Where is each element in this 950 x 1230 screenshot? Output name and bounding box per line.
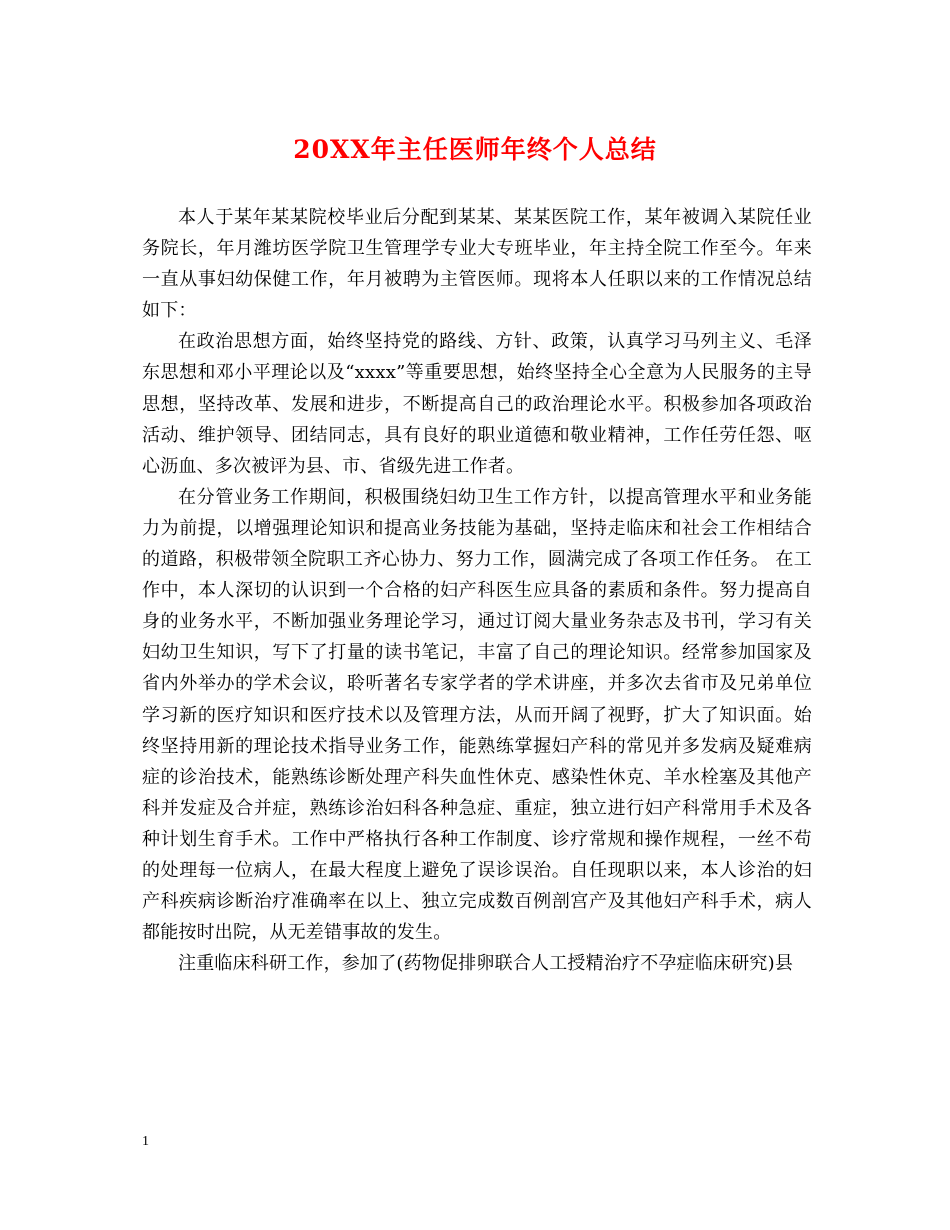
document-body [142,202,812,979]
paragraph-intro: 本人于某年某某院校毕业后分配到某某、某某医院工作，某年被调入某院任业务院长，年月潍坊医学院卫生管理学专业大专班毕业，年主持全院工作至今。年来一直从事妇幼保健工作，年月被聘为主管医师。现将本人任职以来的工作情况总结如下： [142,207,812,322]
paragraph-business-work: 在分管业务工作期间，积极围绕妇幼卫生工作方针，以提高管理水平和业务能力为前提，以增强理论知识和提高业务技能为基础，坚持走临床和社会工作相结合的道路，积极带领全院职工齐心协力、努力工作，圆满完成了各项工作任务。 在工作中，本人深切的认识到一个合格的妇产科医生应具备的素质和条件。努力提高自身的业务水平，不断加强业务理论学习，通过订阅大量业务杂志及书刊，学习有关妇幼卫生知识，写下了打量的读书笔记，丰富了自己的理论知识。经常参加国家及省内外举办的学术会议，聆听著名专家学者的学术讲座，并多次去省市及兄弟单位学习新的医疗知识和医疗技术以及管理方法，从而开阔了视野，扩大了知识面。始终坚持用新的理论技术指导业务工作，能熟练掌握妇产科的常见并多发病及疑难病症的诊治技术，能熟练诊断处理产科失血性休克、感染性休克、羊水栓塞及其他产科并发症及合并症，熟练诊治妇科各种急症、重症，独立进行妇产科常用手术及各种计划生育手术。工作中严格执行各种工作制度、诊疗常规和操作规程，一丝不苟的处理每一位病人，在最大程度上避免了误诊误治。自任现职以来，本人诊治的妇产科疾病诊断治疗准确率在以上、独立完成数百例剖宫产及其他妇产科手术，病人都能按时出院，从无差错事故的发生。 [142,486,812,944]
paragraph-political-thought: 在政治思想方面，始终坚持党的路线、方针、政策，认真学习马列主义、毛泽东思想和邓小平理论以及“xxxx”等重要思想，始终坚持全心全意为人民服务的主导思想，坚持改革、发展和进步，不断提高自己的政治理论水平。积极参加各项政治活动、维护领导、团结同志，具有良好的职业道德和敬业精神，工作任劳任怨、呕心沥血、多次被评为县、市、省级先进工作者。 [142,331,812,477]
document-title: 20XX年主任医师年终个人总结 [293,135,657,164]
paragraph-clinical-research: 注重临床科研工作，参加了(药物促排卵联合人工授精治疗不孕症临床研究)县 [178,953,794,975]
page-number: 1 [142,1134,149,1149]
